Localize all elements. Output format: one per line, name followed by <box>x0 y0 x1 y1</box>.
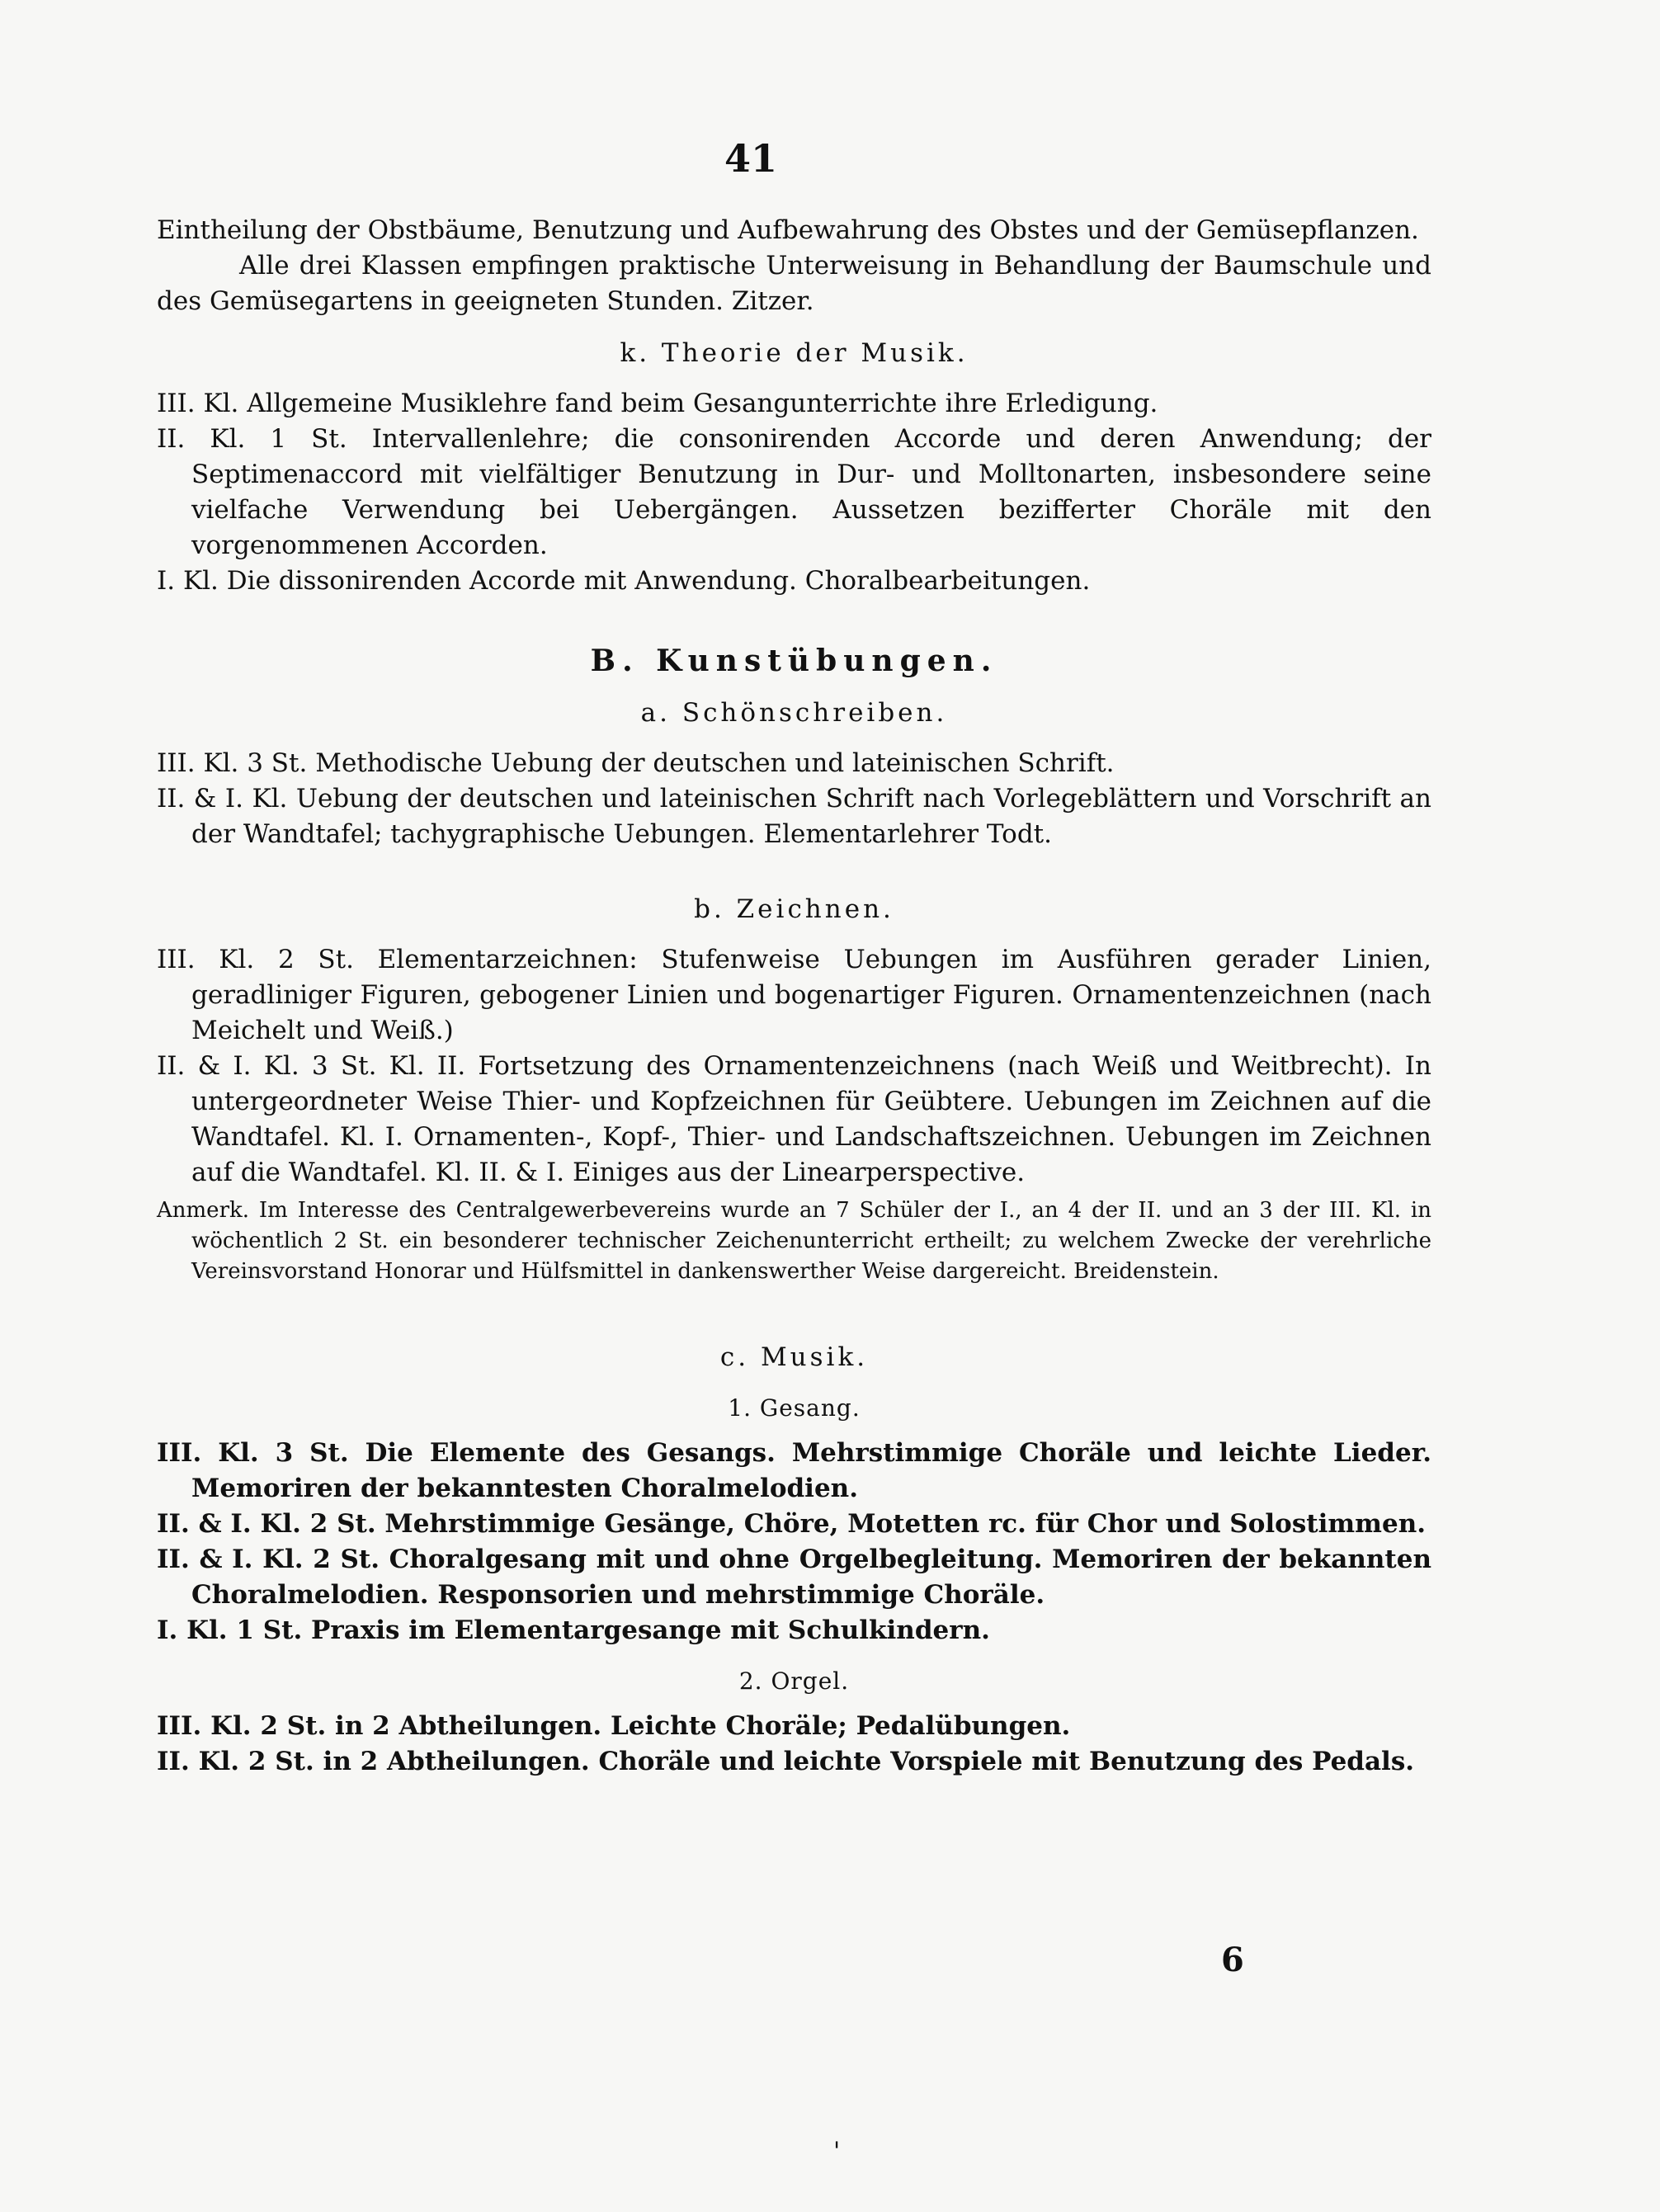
signature-mark: 6 <box>1221 1941 1244 1979</box>
paragraph-unterweisung: Alle drei Klassen empfingen praktische Unterweisung in Behandlung der Baumschule und des Gemüsegartens in geeigneten Stunden. Zitzer. <box>157 251 1431 316</box>
annotation-note: Anmerk. Im Interesse des Centralgewerbevereins wurde an 7 Schüler der I., an 4 der II. und an 3 der III. Kl. in wöchentlich 2 St. ein besonderer technischer Zeichenunterricht ertheilt; zu welchem Zwecke der verehrliche Vereinsvorstand Honorar und Hülfsmittel in dankenswerther Weise dargereicht. Breidenstein. <box>157 1198 1431 1284</box>
list-item: III. Kl. 3 St. Die Elemente des Gesangs. Mehrstimmige Choräle und leichte Lieder. Memoriren der bekanntesten Choralmelodien. <box>157 1438 1431 1503</box>
heading-schoenschreiben: a. Schönschreiben. <box>640 698 948 728</box>
heading-musik: c. Musik. <box>719 1342 869 1372</box>
list-item: II. Kl. 2 St. in 2 Abtheilungen. Choräle und leichte Vorspiele mit Benutzung des Pedals. <box>157 1747 1415 1776</box>
list-item: III. Kl. 3 St. Methodische Uebung der deutschen und lateinischen Schrift. <box>157 748 1115 778</box>
heading-gesang: 1. Gesang. <box>728 1394 861 1422</box>
heading-theorie: k. Theorie der Musik. <box>620 338 969 368</box>
list-item: II. & I. Kl. 2 St. Choralgesang mit und ohne Orgelbegleitung. Memoriren der bekannten Choralmelodien. Responsorien und mehrstimmige Choräle. <box>157 1545 1431 1610</box>
bottom-mark: ' <box>833 2137 841 2166</box>
page-body <box>157 213 1431 1780</box>
heading-orgel: 2. Orgel. <box>738 1667 850 1695</box>
list-item: III. Kl. 2 St. Elementarzeichnen: Stufenweise Uebungen im Ausführen gerader Linien, geradliniger Figuren, gebogener Linien und bogenartiger Figuren. Ornamentenzeichnen (nach Meichelt und Weiß.) <box>157 945 1431 1045</box>
list-item: I. Kl. 1 St. Praxis im Elementargesange mit Schulkindern. <box>157 1615 990 1645</box>
heading-kunstuebungen: B. Kunstübungen. <box>590 644 998 678</box>
list-item: II. & I. Kl. 3 St. Kl. II. Fortsetzung des Ornamentenzeichnens (nach Weiß und Weitbrecht). In untergeordneter Weise Thier- und Kopfzeichnen für Geübtere. Uebungen im Zeichnen auf die Wandtafel. Kl. I. Ornamenten-, Kopf-, Thier- und Landschaftszeichnen. Uebungen im Zeichnen auf die Wandtafel. Kl. II. & I. Einiges aus der Linearperspective. <box>157 1051 1431 1187</box>
list-item: II. & I. Kl. 2 St. Mehrstimmige Gesänge, Chöre, Motetten rc. für Chor und Solostimmen. <box>157 1509 1427 1539</box>
list-item: II. & I. Kl. Uebung der deutschen und lateinischen Schrift nach Vorlegeblättern und Vorschrift an der Wandtafel; tachygraphische Uebungen. Elementarlehrer Todt. <box>157 784 1431 849</box>
paragraph-obst: Eintheilung der Obstbäume, Benutzung und Aufbewahrung des Obstes und der Gemüsepflanzen. <box>157 215 1419 245</box>
list-item: II. Kl. 1 St. Intervallenlehre; die consonirenden Accorde und deren Anwendung; der Septimenaccord mit vielfältiger Benutzung in Dur- und Molltonarten, insbesondere seine vielfache Verwendung bei Uebergängen. Aussetzen bezifferter Choräle mit den vorgenommenen Accorden. <box>157 424 1431 560</box>
page-number: 41 <box>724 136 777 181</box>
list-item: III. Kl. 2 St. in 2 Abtheilungen. Leichte Choräle; Pedalübungen. <box>157 1711 1071 1741</box>
list-item: III. Kl. Allgemeine Musiklehre fand beim Gesangunterrichte ihre Erledigung. <box>157 389 1158 418</box>
list-item: I. Kl. Die dissonirenden Accorde mit Anwendung. Choralbearbeitungen. <box>157 566 1091 596</box>
heading-zeichnen: b. Zeichnen. <box>694 894 894 924</box>
